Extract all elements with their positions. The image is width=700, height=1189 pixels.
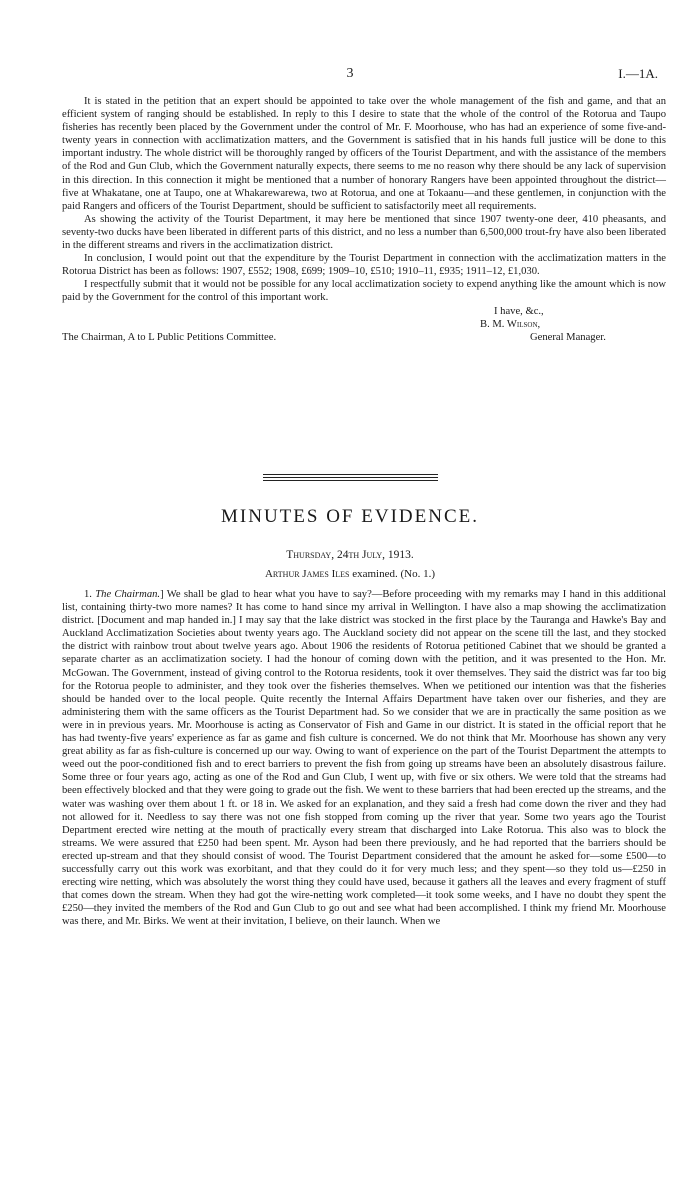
section-divider [0, 474, 700, 483]
section-heading: MINUTES OF EVIDENCE. [221, 506, 479, 527]
signatory-name: B. M. Wilson, [480, 318, 541, 330]
closing-row [62, 305, 666, 318]
item-number: 1. [84, 589, 92, 600]
signatory-title: General Manager. [530, 331, 606, 343]
letter-paragraph-4: I respectfully submit that it would not be possible for any local acclimatization society to expend anything like the amount which is now paid by the Government for the control of this important work. [62, 279, 666, 304]
session-date: Thursday, 24th July, 1913. [286, 549, 414, 561]
document-code: I.—1A. [618, 66, 658, 81]
evidence-paragraph [62, 588, 666, 928]
signatory-row [62, 318, 666, 331]
speaker-name: The Chairman. [95, 589, 161, 600]
addressee-row [62, 331, 666, 344]
witness-name: Arthur James Iles [264, 568, 350, 580]
page-number: 3 [346, 66, 354, 81]
evidence-body [62, 588, 666, 928]
witness-suffix: examined. (No. 1.) [349, 568, 435, 580]
evidence-text: ] We shall be glad to hear what you have to say?—Before proceeding with my remarks may I hand in this additional list, containing thirty-two more names? It has come to hand since my arrival in Wellington. I have also a map showing the acclimatization district. [Document and map handed in.] I may say that the lake district was stocked in the first place by the Tauranga and Hawke's Bay and Auckland Acclimatization Societies about twenty years ago. The Auckland society did not appear on the scene till the last, and they stocked the district with rainbow trout about twelve years ago. About 1906 the residents of Rotorua petitioned Cabinet that we should be granted a separate charter as an acclimatization society. I had the honour of coming down with the petition, and it was presented to the Hon. Mr. McGowan. The Government, instead of giving control to the Rotorua residents, took it over themselves. They said the district was far too big for the Rotorua people to administer, and they took over the fisheries themselves. When we petitioned our intention was that the fisheries should be handed over to the local people. Quite recently the Internal Affairs Department have taken over our fisheries, and they are administering them with the same officers as the Tourist Department had. So we consider that we are in practically the same position as we were in in previous years. Mr. Moorhouse is acting as Conservator of Fish and Game in our district. It is stated in the official report that he has had twenty-five years' experience as far as game and fish culture is concerned. We do not think that Mr. Moorhouse has shown any very great ability as far as fish-culture is concerned up our way. Owing to want of experience on the part of the Tourist Department the attempts to weed out the poor-conditioned fish and to erect barriers to prevent the fish from going up streams have been an absolutely disastrous failure. Some three or four years ago, acting as one of the Rod and Gun Club, I went up, with five or six others. We were told that the streams had been effectively blocked and that they were going to grade out the fish. We went to these barriers that had been erected up the streams, and the water was washing over them about 1 ft. or 18 in. We asked for an explanation, and they said a fresh had come down the river and they had not allowed for it. Needless to say there was not one fish stopped from coming up the river that year. Some two years ago the Tourist Department erected wire netting at the mouth of practically every stream that discharged into Lake Rotorua. This also was to block the streams. We were assured that £250 had been spent. Mr. Ayson had been there previously, and he had reported that the barriers should be erected up-stream and that they should consist of wood. The Tourist Department considered that the amount he asked for—some £500—to successfully carry out this work was exorbitant, and that they could do it for very much less; and they spent—so they told us—£250 in erecting wire netting, which was absolutely the worst thing they could have used, because it gathers all the leaves and every fragment of stuff that comes down the stream. When they had got the wire-netting work completed—it took some weeks, and I have no doubt they spent the £250—they invited the members of the Rod and Gun Club to go out and see what had been accomplished. I think my friend Mr. Moorhouse was there, and Mr. Birks. We went at their invitation, I believe, on their launch. When we [62, 589, 666, 928]
addressee: The Chairman, A to L Public Petitions Committee. [62, 331, 277, 343]
letter-paragraph-2: As showing the activity of the Tourist Department, it may here be mentioned that since 1907 twenty-one deer, 410 pheasants, and seventy-two ducks have been liberated in different parts of this district, and no less a number than 6,500,000 trout-fry have also been liberated in the different streams and rivers in the acclimatization district. [62, 213, 666, 252]
closing-text: I have, &c., [494, 305, 544, 317]
letter-body [62, 95, 666, 344]
letter-paragraph-1: It is stated in the petition that an expert should be appointed to take over the whole management of the fish and game, and that an efficient system of ranging should be established. In reply to this I desire to state that the whole of the control of the Rotorua and Taupo fisheries has recently been placed by the Government under the control of Mr. F. Moorhouse, who has had an experience of some five-and-twenty years in connection with acclimatization matters, and the Government is satisfied that in his hands full justice will be done to this important industry. The whole district will be thoroughly ranged by officers of the Tourist Department, and with the assistance of the members of the Rod and Gun Club, which the Government naturally expects, there seems to me no reason why there should be any lack of supervision in this direction. In this connection it might be mentioned that a number of honorary Rangers have been appointed throughout the district—five at Whakatane, one at Taupo, one at Whakarewarewa, two at Rotorua, and one at Tokaanu—and these gentlemen, in conjunction with the paid Rangers and officers of the Tourist Department, should be sufficient to satisfactorily meet all requirements. [62, 96, 666, 212]
witness-line [0, 568, 700, 580]
letter-paragraph-3: In conclusion, I would point out that the expenditure by the Tourist Department in connection with the acclimatization matters in the Rotorua District has been as follows: 1907, £552; 1908, £699; 1909–10, £510; 1910–11, £935; 1911–12, £1,030. [62, 253, 666, 278]
